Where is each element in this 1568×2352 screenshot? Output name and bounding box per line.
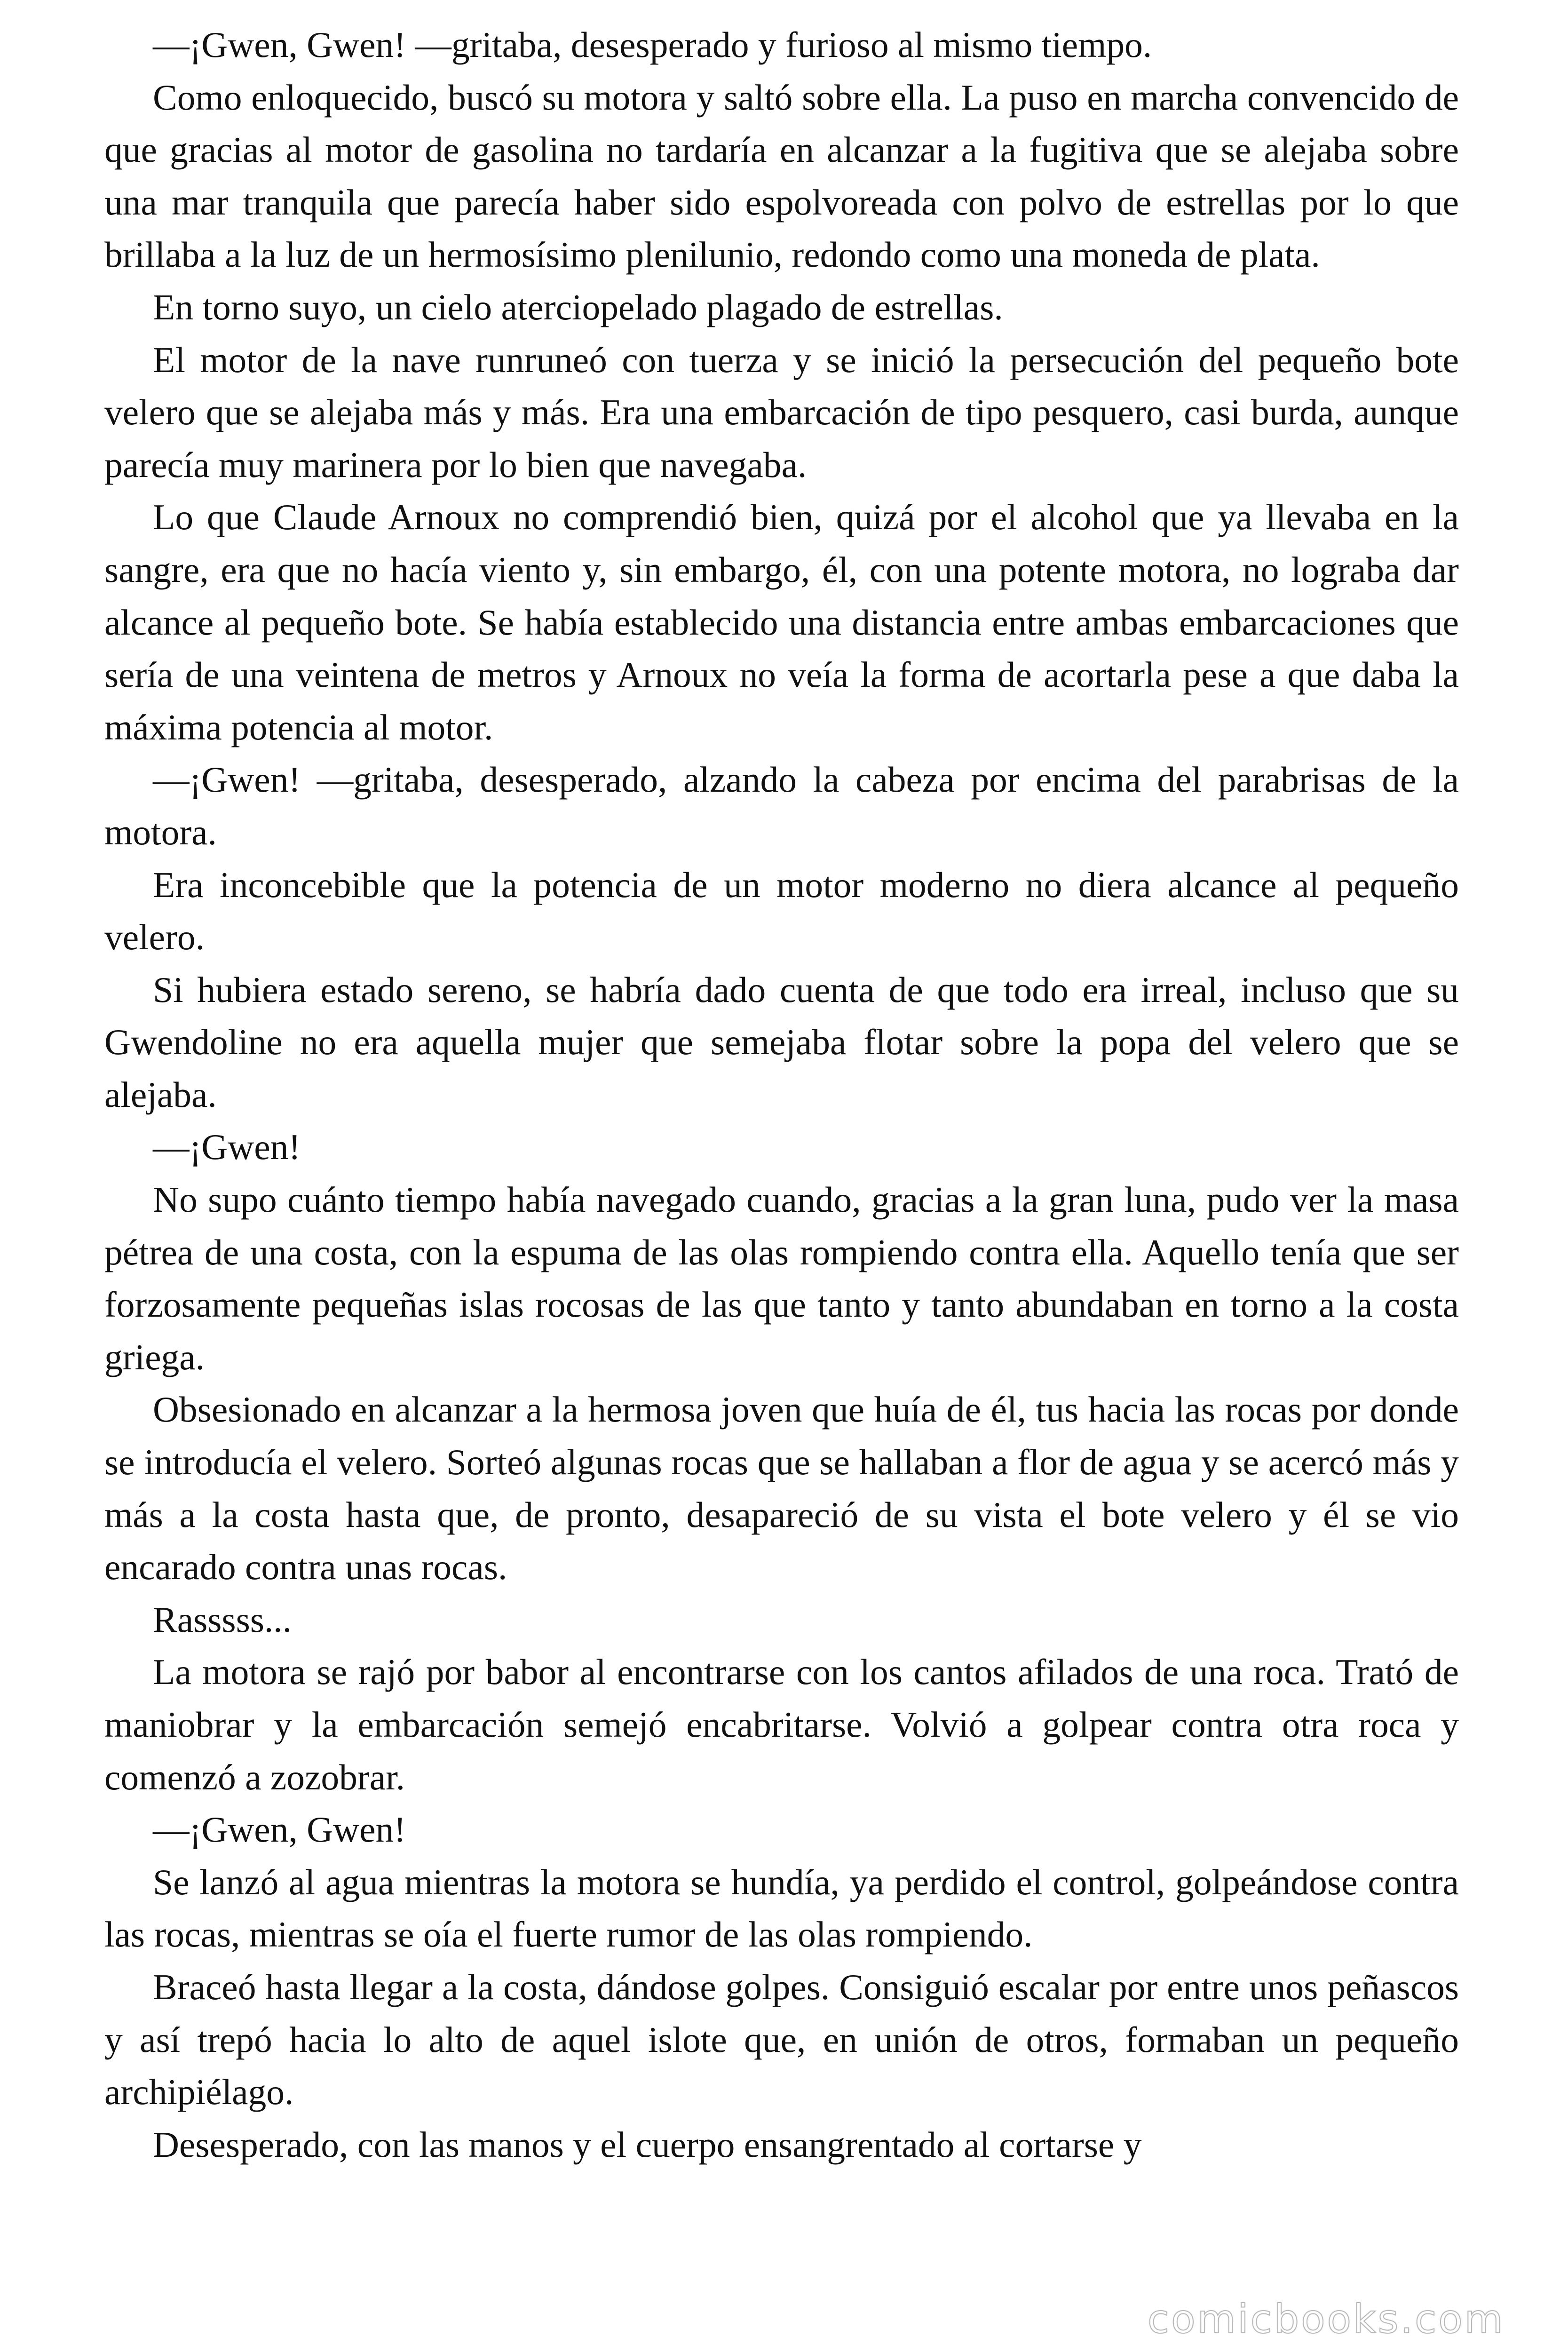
paragraph: —¡Gwen! —gritaba, desesperado, alzando la cabeza por encima del parabrisas de la motora. [104,759,1459,852]
paragraph: Desesperado, con las manos y el cuerpo ensangrentado al cortarse y [153,2124,1142,2165]
paragraph: Braceó hasta llegar a la costa, dándose golpes. Consiguió escalar por entre unos peñascos y así trepó hacia lo alto de aquel islote que, en unión de otros, formaban un pequeño archipiélago. [104,1966,1459,2113]
book-page-body [104,19,1459,2324]
paragraph: Si hubiera estado sereno, se habría dado cuenta de que todo era irreal, incluso que su Gwendoline no era aquella mujer que semejaba flotar sobre la popa del velero que se alejaba. [104,969,1459,1115]
paragraph: Como enloquecido, buscó su motora y saltó sobre ella. La puso en marcha convencido de que gracias al motor de gasolina no tardaría en alcanzar a la fugitiva que se alejaba sobre una mar tranquila que parecía haber sido espolvoreada con polvo de estrellas por lo que brillaba a la luz de un hermosísimo plenilunio, redondo como una moneda de plata. [104,77,1459,275]
paragraph: —¡Gwen! [153,1127,301,1168]
paragraph: La motora se rajó por babor al encontrarse con los cantos afilados de una roca. Trató de maniobrar y la embarcación semejó encabritarse. Volvió a golpear contra otra roca y comenzó a zozobrar. [104,1652,1459,1797]
paragraph: El motor de la nave runruneó con tuerza y se inició la persecución del pequeño bote velero que se alejaba más y más. Era una embarcación de tipo pesquero, casi burda, aunque parecía muy marinera por lo bien que navegaba. [104,339,1459,485]
paragraph: —¡Gwen, Gwen! —gritaba, desesperado y furioso al mismo tiempo. [153,24,1152,65]
paragraph: No supo cuánto tiempo había navegado cuando, gracias a la gran luna, pudo ver la masa pétrea de una costa, con la espuma de las olas rompiendo contra ella. Aquello tenía que ser forzosamente pequeñas islas rocosas de las que tanto y tanto abundaban en torno a la costa griega. [104,1179,1459,1377]
paragraph: Rasssss... [153,1599,292,1640]
paragraph: Se lanzó al agua mientras la motora se hundía, ya perdido el control, golpeándose contra las rocas, mientras se oía el fuerte rumor de las olas rompiendo. [104,1861,1459,1955]
paragraph: Obsesionado en alcanzar a la hermosa joven que huía de él, tus hacia las rocas por donde se introducía el velero. Sorteó algunas rocas que se hallaban a flor de agua y se acercó más y más a la costa hasta que, de pronto, desapareció de su vista el bote velero y él se vio encarado contra unas rocas. [104,1389,1459,1588]
paragraph: —¡Gwen, Gwen! [153,1809,406,1850]
paragraph: En torno suyo, un cielo aterciopelado plagado de estrellas. [153,286,1003,327]
paragraph: Lo que Claude Arnoux no comprendió bien, quizá por el alcohol que ya llevaba en la sangre, era que no hacía viento y, sin embargo, él, con una potente motora, no lograba dar alcance al pequeño bote. Se había establecido una distancia entre ambas embarcaciones que sería de una veintena de metros y Arnoux no veía la forma de acortarla pese a que daba la máxima potencia al motor. [104,497,1459,747]
paragraph: Era inconcebible que la potencia de un motor moderno no diera alcance al pequeño velero. [104,864,1459,958]
watermark: comicbooks.com [1148,2296,1505,2342]
